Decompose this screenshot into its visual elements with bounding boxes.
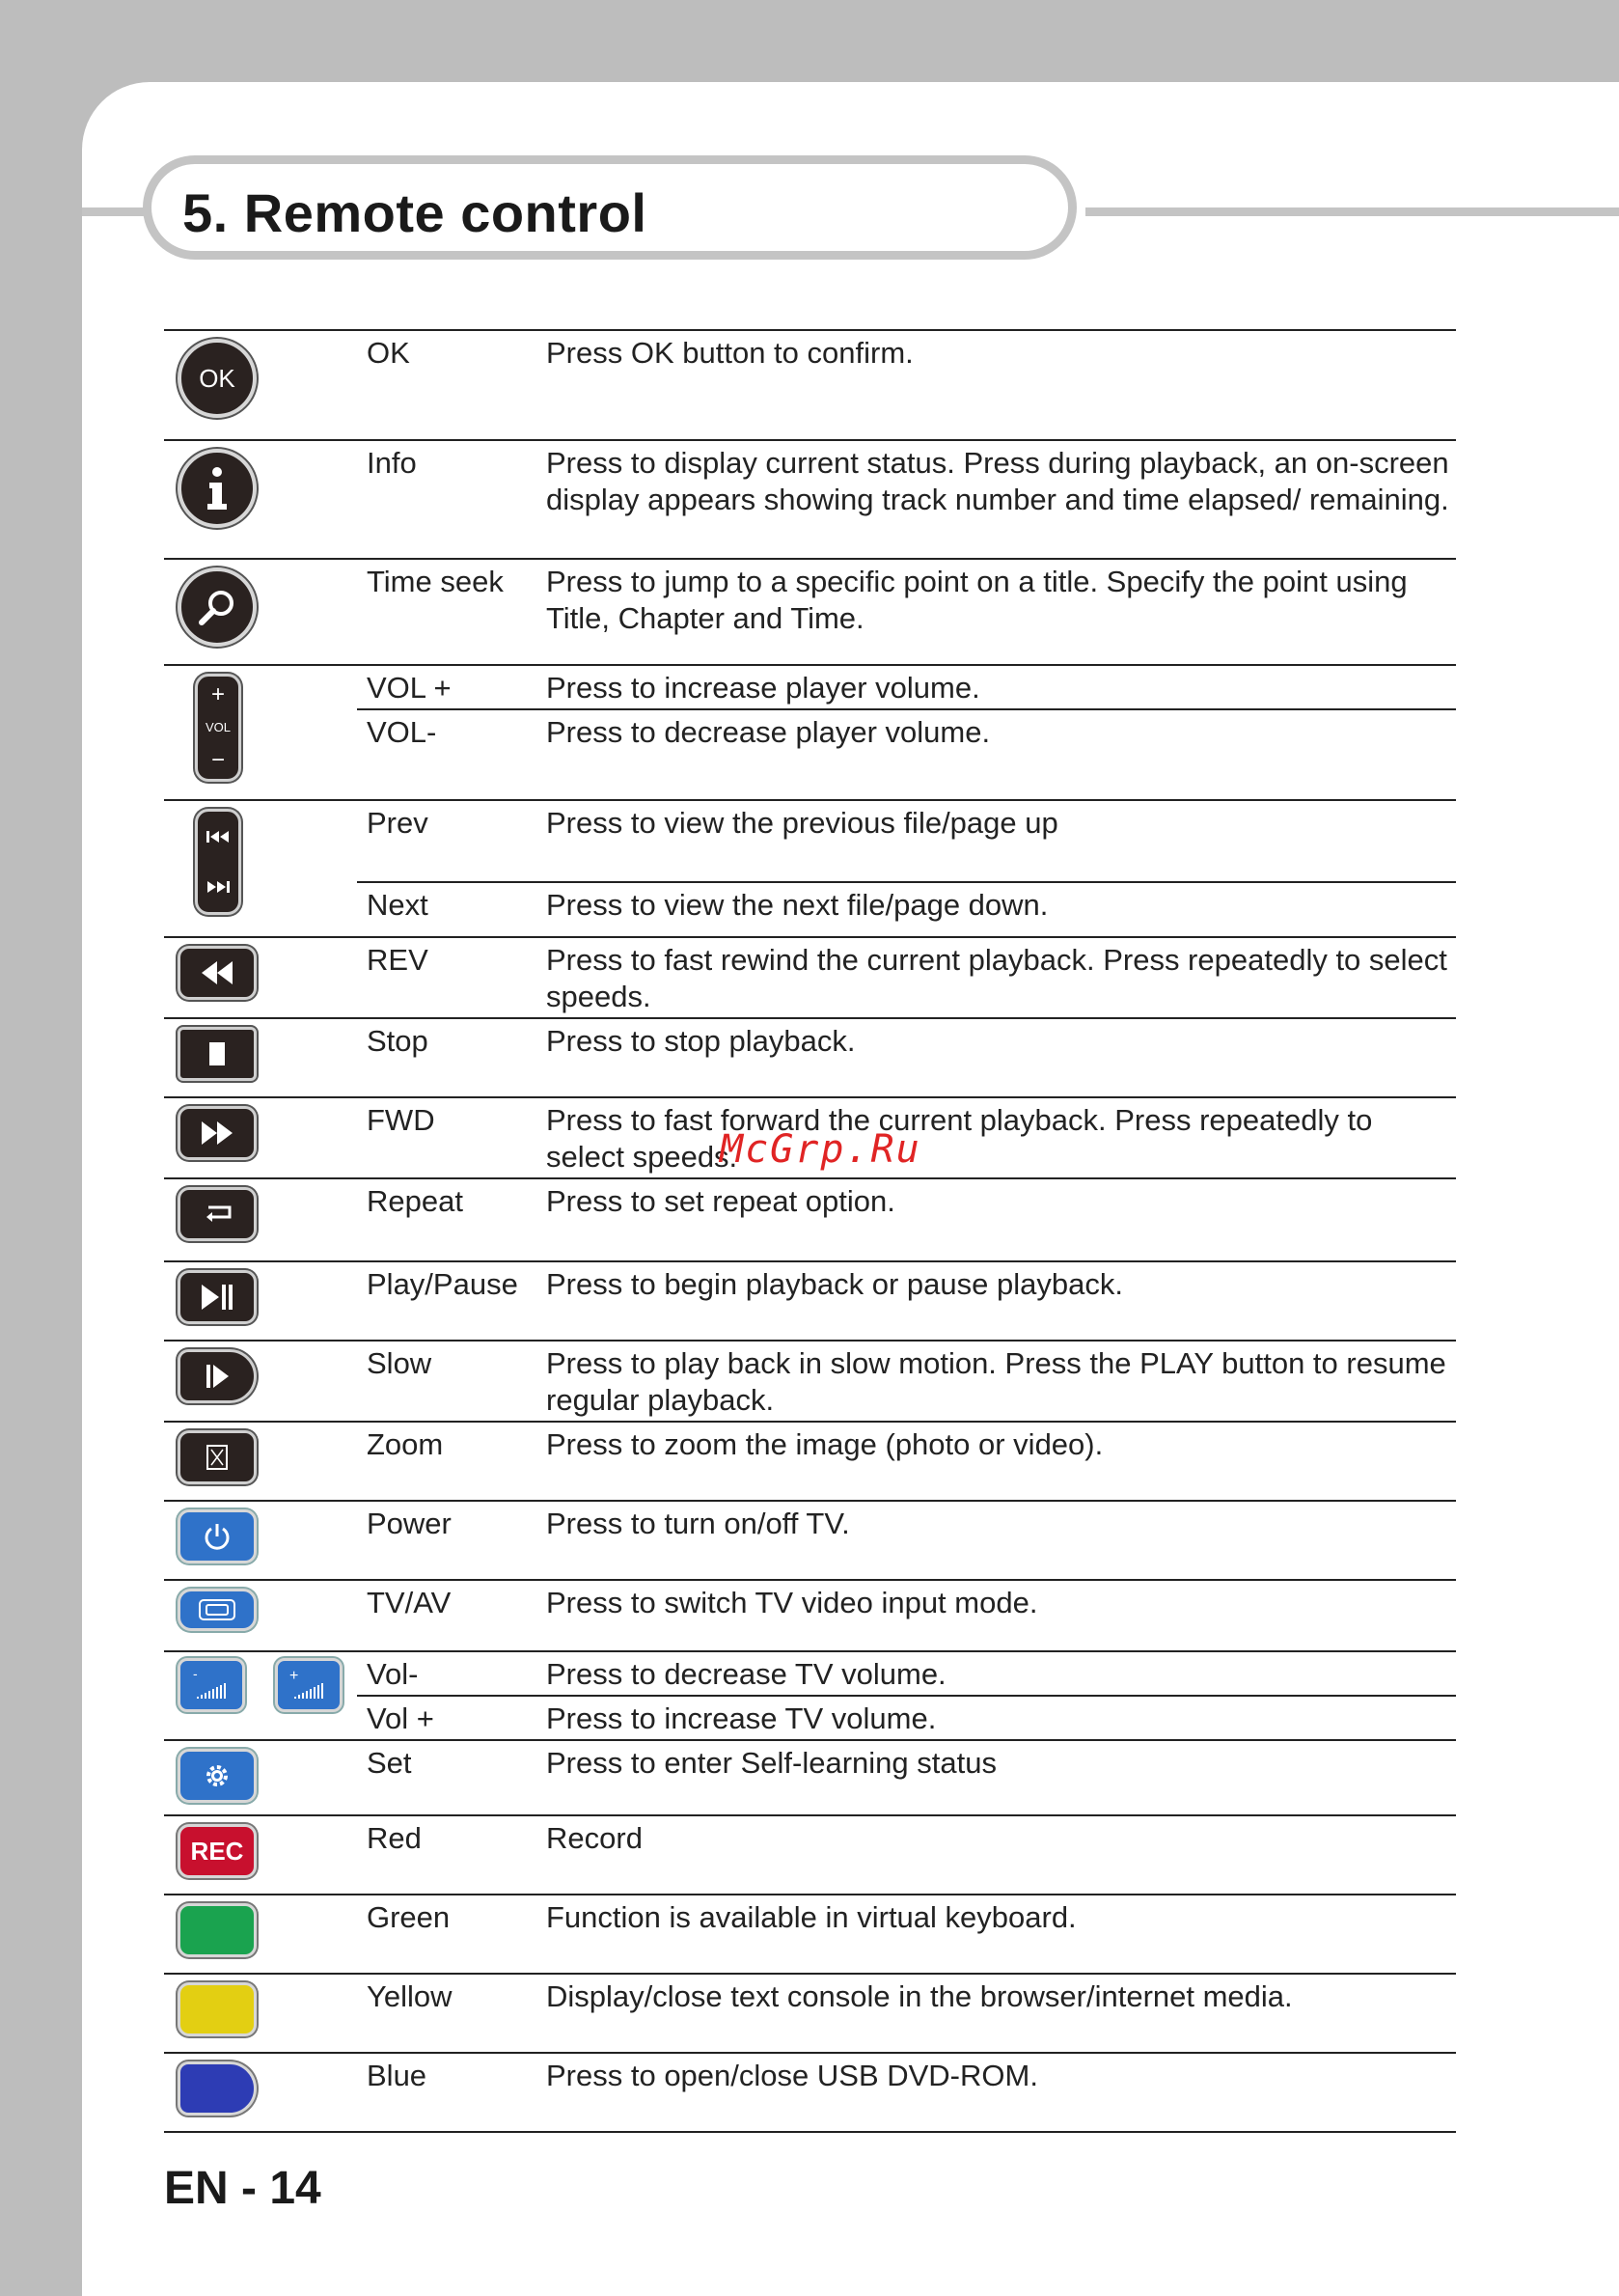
button-description: Record [546,1815,1456,1895]
icon-cell [164,1815,357,1895]
icon-cell [164,1974,357,2053]
repeat-icon [178,1187,257,1241]
table-row [164,1651,1456,1696]
blue-button-icon [178,2061,257,2116]
table-row [164,1974,1456,2053]
button-name: Zoom [357,1422,546,1501]
zoom-icon [178,1430,257,1484]
button-name: VOL- [357,709,546,800]
button-name: Blue [357,2053,546,2132]
table-row [164,440,1456,559]
button-description: Press to play back in slow motion. Press the PLAY button to resume regular playback. [546,1341,1456,1422]
page-number: EN - 14 [164,2163,321,2214]
button-description: Display/close text console in the browser/internet media. [546,1974,1456,2053]
next-icon [206,880,231,894]
button-description: Press to stop playback. [546,1018,1456,1097]
button-name: OK [357,330,546,440]
button-name: Info [357,440,546,559]
table-row [164,559,1456,665]
icon-cell [164,1261,357,1341]
tv-av-icon [178,1589,257,1631]
power-icon [178,1509,257,1563]
prev-next-rocker-icon [195,809,241,915]
icon-cell [164,800,357,937]
button-name: Vol + [357,1696,546,1740]
button-description: Press to zoom the image (photo or video). [546,1422,1456,1501]
table-row [164,800,1456,882]
table-row [164,937,1456,1018]
icon-cell [164,1740,357,1815]
table-row [164,665,1456,709]
button-description: Press to turn on/off TV. [546,1501,1456,1580]
icon-cell [164,330,357,440]
button-name: Power [357,1501,546,1580]
icon-cell [164,1580,357,1651]
table-row [164,709,1456,800]
record-icon: REC [178,1824,257,1878]
ok-button-icon: OK [178,339,257,418]
button-description: Press to decrease player volume. [546,709,1456,800]
button-name: FWD [357,1097,546,1178]
watermark: McGrp.Ru [720,1127,921,1172]
table-row [164,1178,1456,1261]
remote-control-table [164,329,1456,2133]
tv-volume-down-icon [178,1658,245,1712]
slow-motion-icon [178,1349,257,1403]
button-description: Press to open/close USB DVD-ROM. [546,2053,1456,2132]
button-description: Function is available in virtual keyboard. [546,1895,1456,1974]
icon-cell [164,937,357,1018]
button-description: Press to view the previous file/page up [546,800,1456,882]
button-description: Press to jump to a specific point on a title. Specify the point using Title, Chapter and Time. [546,559,1456,665]
icon-cell [164,1097,357,1178]
table-row [164,1422,1456,1501]
tv-volume-up-icon [275,1658,343,1712]
stop-icon [178,1027,257,1081]
minus-icon: − [210,746,225,773]
button-name: Repeat [357,1178,546,1261]
svg-text:-: - [193,1666,198,1681]
plus-icon: + [210,681,225,708]
button-name: Red [357,1815,546,1895]
table-row [164,1261,1456,1341]
button-name: Prev [357,800,546,882]
button-name: Stop [357,1018,546,1097]
button-description: Press to display current status. Press during playback, an on-screen display appears showing track number and time elapsed/ remaining. [546,440,1456,559]
yellow-button-icon [178,1982,257,2036]
play-pause-icon [178,1270,257,1324]
button-description: Press to increase player volume. [546,665,1456,709]
icon-cell [164,2053,357,2132]
button-description: Press to fast forward the current playback. Press repeatedly to select speeds. [546,1097,1456,1178]
table-row [164,1580,1456,1651]
button-name: Set [357,1740,546,1815]
table-row [164,882,1456,937]
icon-cell [164,1501,357,1580]
table-row [164,1696,1456,1740]
table-row [164,1740,1456,1815]
table-row [164,1501,1456,1580]
button-name: Next [357,882,546,937]
button-description: Press to set repeat option. [546,1178,1456,1261]
svg-text:+: + [288,1668,298,1684]
icon-cell [164,1178,357,1261]
button-name: TV/AV [357,1580,546,1651]
button-description: Press to begin playback or pause playback. [546,1261,1456,1341]
icon-cell [164,1895,357,1974]
button-description: Press to increase TV volume. [546,1696,1456,1740]
table-row [164,1815,1456,1895]
button-description: Press to enter Self-learning status [546,1740,1456,1815]
title-box [143,155,1077,260]
icon-cell [164,1651,357,1740]
button-description: Press to decrease TV volume. [546,1651,1456,1696]
button-description: Press to switch TV video input mode. [546,1580,1456,1651]
icon-cell [164,1341,357,1422]
button-name: Play/Pause [357,1261,546,1341]
fast-forward-icon [178,1106,257,1160]
gear-icon [178,1749,257,1803]
table-row [164,1341,1456,1422]
button-description: Press OK button to confirm. [546,330,1456,440]
button-name: Yellow [357,1974,546,2053]
info-icon [178,449,257,528]
header-rule-left [82,207,144,216]
button-description: Press to fast rewind the current playback. Press repeatedly to select speeds. [546,937,1456,1018]
button-name: REV [357,937,546,1018]
icon-cell [164,1018,357,1097]
button-description: Press to view the next file/page down. [546,882,1456,937]
table-row [164,2053,1456,2132]
table-row [164,1895,1456,1974]
header-rule-right [1085,207,1619,216]
table-row [164,1018,1456,1097]
icon-cell [164,665,357,800]
green-button-icon [178,1903,257,1957]
search-icon [178,567,257,647]
table-row [164,330,1456,440]
button-name: Green [357,1895,546,1974]
button-name: Vol- [357,1651,546,1696]
button-name: VOL + [357,665,546,709]
rewind-icon [178,946,257,1000]
prev-icon [206,830,231,844]
icon-cell [164,440,357,559]
volume-rocker-icon: + VOL − [195,674,241,782]
page-title: 5. Remote control [182,182,647,243]
icon-cell [164,1422,357,1501]
icon-cell [164,559,357,665]
button-name: Time seek [357,559,546,665]
button-name: Slow [357,1341,546,1422]
